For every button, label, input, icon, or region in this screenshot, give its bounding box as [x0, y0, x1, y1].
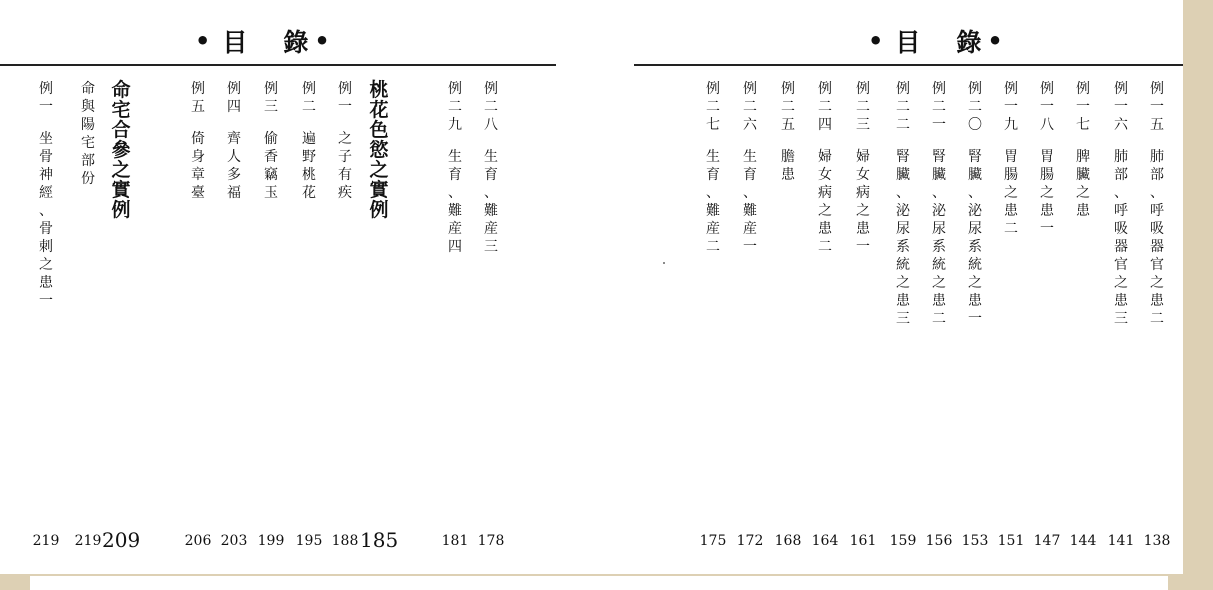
toc-entry-title-char: 育: [743, 167, 757, 183]
toc-entry-title-char: 育: [448, 167, 462, 183]
toc-entry-title-char: 患: [1004, 203, 1018, 219]
toc-entry: [35, 80, 57, 310]
toc-entry-title-char: 之: [1150, 275, 1164, 291]
toc-entry-label-char: 四: [227, 99, 241, 115]
toc-entry-title-char: 桃: [302, 167, 316, 183]
toc-entry-title-char: 患: [39, 275, 53, 291]
toc-entry-title-char: 育: [706, 167, 720, 183]
toc-entry-title-char: 呼: [1150, 203, 1164, 219]
toc-entry-title-char: 腸: [1004, 167, 1018, 183]
toc-entry: [964, 80, 986, 328]
heading-dot: •: [987, 27, 1003, 55]
toc-entry-title-char: 腎: [932, 149, 946, 165]
toc-entry-title-char: 系: [932, 239, 946, 255]
toc-entry: [480, 80, 502, 256]
toc-entry-title-char: 官: [1114, 257, 1128, 273]
toc-page-number: 199: [257, 533, 285, 549]
toc-entry-title-char: 竊: [264, 167, 278, 183]
toc-page-number: 206: [184, 533, 212, 549]
toc-entry-title-char: 遍: [302, 131, 316, 147]
toc-entry-title-char: 患: [818, 221, 832, 237]
toc-entry-title-char: 一: [39, 293, 53, 309]
heading-char-lu: 錄: [956, 28, 982, 57]
toc-entry-label-char: 二: [818, 99, 832, 115]
toc-entry-title-char: 患: [1076, 203, 1090, 219]
toc-page-number: 181: [441, 533, 469, 549]
toc-entry-title-char: 難: [743, 203, 757, 219]
toc-entry: [298, 80, 320, 202]
section-title-char: 參: [111, 139, 131, 161]
toc-page-number: 141: [1107, 533, 1135, 549]
toc-entry-title-char: 章: [191, 167, 205, 183]
toc-entry: [777, 80, 799, 184]
toc-entry-title-char: 生: [448, 149, 462, 165]
toc-entry-label-char: 例: [191, 81, 205, 97]
toc-entry-title-char: 難: [448, 203, 462, 219]
toc-entry: [260, 80, 282, 202]
toc-entry-label-char: 八: [484, 117, 498, 133]
toc-entry-title-char: 陽: [81, 117, 95, 133]
section-title-char: 慾: [369, 139, 389, 161]
toc-entry-title-char: 三: [1114, 311, 1128, 327]
toc-entry-title-char: 之: [818, 203, 832, 219]
toc-entry-title-char: 患: [968, 293, 982, 309]
toc-entry-label-char: 〇: [968, 117, 982, 133]
toc-entry: [928, 80, 950, 328]
toc-entry-title-char: 生: [706, 149, 720, 165]
section-title-char: 例: [111, 199, 131, 221]
toc-entry-label-char: 七: [1076, 117, 1090, 133]
section-title-char: 色: [369, 119, 389, 141]
toc-page-number: 219: [74, 533, 102, 549]
toc-entry-title-char: 統: [896, 257, 910, 273]
toc-entry-title-char: 生: [743, 149, 757, 165]
toc-entry-title-char: 二: [818, 239, 832, 255]
toc-entry-title-char: 多: [227, 167, 241, 183]
toc-entry-label-char: 四: [818, 117, 832, 133]
toc-entry-title-char: 骨: [39, 149, 53, 165]
toc-entry: [334, 80, 356, 202]
toc-entry-title-char: 之: [1076, 185, 1090, 201]
toc-page-number: 175: [699, 533, 727, 549]
toc-entry-title-char: 臺: [191, 185, 205, 201]
toc-entry-title-char: 之: [856, 203, 870, 219]
toc-entry-title-char: 一: [743, 239, 757, 255]
toc-entry-title-char: 之: [1004, 185, 1018, 201]
toc-entry-label-char: 例: [856, 81, 870, 97]
toc-page-number: 185: [360, 528, 399, 552]
toc-entry-title-char: 、: [484, 185, 498, 201]
toc-entry-title-char: 子: [338, 149, 352, 165]
toc-entry-label-char: 例: [781, 81, 795, 97]
toc-entry-title-char: 人: [227, 149, 241, 165]
toc-entry-title-char: 、: [743, 185, 757, 201]
toc-entry-label-char: 例: [1076, 81, 1090, 97]
toc-entry-title-char: 産: [484, 221, 498, 237]
toc-entry-label-char: 一: [1150, 99, 1164, 115]
toc-entry-title-char: 膽: [781, 149, 795, 165]
toc-entry-title-char: 泌: [968, 203, 982, 219]
toc-entry-title-char: 四: [448, 239, 462, 255]
toc-entry-title-char: 官: [1150, 257, 1164, 273]
heading-rule: [0, 64, 556, 66]
toc-entry-title-char: 齊: [227, 131, 241, 147]
toc-entry-title-char: 之: [338, 131, 352, 147]
toc-entry-title-char: 經: [39, 185, 53, 201]
heading-char-mu: 目: [222, 28, 248, 57]
toc-entry-label-char: 五: [781, 117, 795, 133]
toc-entry-title-char: 病: [818, 185, 832, 201]
toc-entry-label-char: 一: [1040, 99, 1054, 115]
toc-entry: [1072, 80, 1094, 220]
toc-entry-title-char: 一: [856, 239, 870, 255]
toc-entry: [739, 80, 761, 256]
section-title-char: 宅: [111, 99, 131, 121]
toc-entry-title-char: 與: [81, 99, 95, 115]
toc-entry: [223, 80, 245, 202]
toc-entry-label-char: 例: [448, 81, 462, 97]
toc-page-number: 178: [477, 533, 505, 549]
toc-entry-label-char: 例: [706, 81, 720, 97]
toc-entry-label-char: 九: [1004, 117, 1018, 133]
toc-entry-label-char: 例: [818, 81, 832, 97]
toc-page-number: 195: [295, 533, 323, 549]
toc-entry-label-char: 二: [484, 99, 498, 115]
toc-entry-label-char: 例: [302, 81, 316, 97]
toc-entry-title-char: 患: [1114, 293, 1128, 309]
print-speck: [663, 262, 665, 264]
toc-entry-label-char: 一: [1114, 99, 1128, 115]
toc-entry-title-char: 患: [856, 221, 870, 237]
toc-entry-title-char: 尿: [968, 221, 982, 237]
toc-entry-title-char: 尿: [932, 221, 946, 237]
toc-entry-title-char: 婦: [818, 149, 832, 165]
toc-page-number: 151: [997, 533, 1025, 549]
toc-page-number: 161: [849, 533, 877, 549]
heading-dot: •: [868, 27, 884, 55]
toc-entry-label-char: 一: [932, 117, 946, 133]
toc-entry-label-char: 二: [896, 117, 910, 133]
toc-entry-title-char: 吸: [1114, 221, 1128, 237]
toc-entry-title-char: 系: [968, 239, 982, 255]
toc-entry-title-char: 産: [448, 221, 462, 237]
toc-entry: [702, 80, 724, 256]
toc-entry-title-char: 二: [1150, 311, 1164, 327]
toc-page-number: 209: [102, 528, 141, 552]
toc-entry-title-char: 、: [448, 185, 462, 201]
toc-entry-title-char: 脾: [1076, 149, 1090, 165]
toc-entry: [77, 80, 99, 188]
heading-dot: •: [195, 27, 211, 55]
toc-entry-title-char: 患: [781, 167, 795, 183]
toc-entry-title-char: 骨: [39, 221, 53, 237]
toc-entry-title-char: 三: [484, 239, 498, 255]
toc-entry-label-char: 三: [264, 99, 278, 115]
toc-entry-title-char: 花: [302, 185, 316, 201]
toc-entry-label-char: 二: [743, 99, 757, 115]
toc-entry-label-char: 二: [302, 99, 316, 115]
section-title-char: 花: [369, 99, 389, 121]
toc-entry-title-char: 一: [968, 311, 982, 327]
toc-entry-label-char: 八: [1040, 117, 1054, 133]
toc-entry-label-char: 一: [1004, 99, 1018, 115]
toc-entry-label-char: 六: [1114, 117, 1128, 133]
toc-page-number: 144: [1069, 533, 1097, 549]
toc-entry-title-char: 泌: [932, 203, 946, 219]
toc-entry-label-char: 例: [1004, 81, 1018, 97]
toc-entry-title-char: 、: [1114, 185, 1128, 201]
section-title-char: 之: [369, 159, 389, 181]
section-title-char: 桃: [369, 79, 389, 101]
toc-entry: [1000, 80, 1022, 238]
toc-entry-title-char: 患: [1150, 293, 1164, 309]
toc-entry-title-char: 統: [968, 257, 982, 273]
page-heading-left: [195, 24, 330, 58]
toc-entry-label-char: 二: [932, 99, 946, 115]
toc-entry-title-char: 二: [932, 311, 946, 327]
toc-section-heading: [110, 80, 132, 220]
heading-char-lu: 錄: [283, 28, 309, 57]
toc-entry-title-char: 女: [856, 167, 870, 183]
toc-entry: [1110, 80, 1132, 328]
toc-section-heading: [368, 80, 390, 220]
toc-entry-title-char: 器: [1114, 239, 1128, 255]
toc-page-number: 168: [774, 533, 802, 549]
toc-entry-label-char: 二: [856, 99, 870, 115]
toc-entry-title-char: 患: [1040, 203, 1054, 219]
toc-entry-title-char: 一: [1040, 221, 1054, 237]
toc-entry-title-char: 臟: [932, 167, 946, 183]
toc-entry-label-char: 五: [1150, 117, 1164, 133]
toc-entry-title-char: 腸: [1040, 167, 1054, 183]
toc-entry: [444, 80, 466, 256]
toc-entry-title-char: 女: [818, 167, 832, 183]
toc-entry-title-char: 部: [1114, 167, 1128, 183]
toc-entry-title-char: 臟: [968, 167, 982, 183]
toc-entry-title-char: 命: [81, 81, 95, 97]
toc-entry-title-char: 部: [1150, 167, 1164, 183]
toc-entry-label-char: 一: [1076, 99, 1090, 115]
toc-entry-title-char: 坐: [39, 131, 53, 147]
toc-entry-title-char: 、: [968, 185, 982, 201]
toc-entry-title-char: 患: [896, 293, 910, 309]
toc-entry-label-char: 例: [39, 81, 53, 97]
toc-entry-title-char: 之: [39, 257, 53, 273]
toc-entry-title-char: 福: [227, 185, 241, 201]
toc-entry-title-char: 統: [932, 257, 946, 273]
toc-entry-title-char: 、: [706, 185, 720, 201]
toc-entry-title-char: 之: [896, 275, 910, 291]
right-page: [600, 0, 1183, 574]
toc-entry-title-char: 生: [484, 149, 498, 165]
left-page: [0, 0, 600, 574]
toc-entry-label-char: 七: [706, 117, 720, 133]
toc-entry-label-char: 例: [1150, 81, 1164, 97]
toc-entry-title-char: 難: [706, 203, 720, 219]
toc-entry-title-char: 倚: [191, 131, 205, 147]
toc-page-number: 188: [331, 533, 359, 549]
toc-entry-title-char: 份: [81, 171, 95, 187]
toc-entry-label-char: 例: [968, 81, 982, 97]
toc-entry-title-char: 二: [1004, 221, 1018, 237]
toc-entry-title-char: 二: [706, 239, 720, 255]
page-heading-right: [868, 24, 1003, 58]
toc-entry-title-char: 刺: [39, 239, 53, 255]
toc-entry-title-char: 吸: [1150, 221, 1164, 237]
toc-entry-title-char: 臟: [896, 167, 910, 183]
toc-entry-title-char: 偷: [264, 131, 278, 147]
toc-entry-title-char: 香: [264, 149, 278, 165]
toc-entry-title-char: 、: [39, 203, 53, 219]
toc-entry-title-char: 之: [968, 275, 982, 291]
toc-entry-title-char: 肺: [1150, 149, 1164, 165]
section-title-char: 之: [111, 159, 131, 181]
toc-entry-title-char: 難: [484, 203, 498, 219]
toc-entry-label-char: 五: [191, 99, 205, 115]
toc-entry-title-char: 玉: [264, 185, 278, 201]
toc-entry-label-char: 例: [227, 81, 241, 97]
toc-entry-title-char: 呼: [1114, 203, 1128, 219]
toc-entry-title-char: 系: [896, 239, 910, 255]
toc-page-number: 203: [220, 533, 248, 549]
toc-entry: [187, 80, 209, 202]
toc-page-number: 147: [1033, 533, 1061, 549]
toc-entry-label-char: 例: [264, 81, 278, 97]
heading-char-mu: 目: [895, 28, 921, 57]
toc-entry: [814, 80, 836, 256]
toc-entry-title-char: 部: [81, 153, 95, 169]
toc-entry-label-char: 一: [39, 99, 53, 115]
toc-entry-label-char: 二: [706, 99, 720, 115]
toc-entry-label-char: 二: [968, 99, 982, 115]
heading-dot: •: [314, 27, 330, 55]
toc-entry-label-char: 二: [448, 99, 462, 115]
toc-entry-title-char: 疾: [338, 185, 352, 201]
toc-entry-title-char: 之: [1114, 275, 1128, 291]
toc-entry-title-char: 育: [484, 167, 498, 183]
toc-entry-title-char: 之: [932, 275, 946, 291]
toc-page-number: 138: [1143, 533, 1171, 549]
toc-entry-title-char: 神: [39, 167, 53, 183]
facing-page-edge: [30, 576, 1168, 590]
toc-entry-title-char: 、: [1150, 185, 1164, 201]
toc-entry-title-char: 患: [932, 293, 946, 309]
toc-entry-label-char: 例: [743, 81, 757, 97]
toc-entry-label-char: 例: [932, 81, 946, 97]
toc-page-number: 164: [811, 533, 839, 549]
toc-entry: [852, 80, 874, 256]
toc-entry-title-char: 、: [932, 185, 946, 201]
toc-entry-title-char: 身: [191, 149, 205, 165]
toc-entry-label-char: 九: [448, 117, 462, 133]
toc-page-number: 153: [961, 533, 989, 549]
section-title-char: 命: [111, 79, 131, 101]
toc-entry-title-char: 臟: [1076, 167, 1090, 183]
toc-entry-title-char: 産: [743, 221, 757, 237]
toc-entry-label-char: 一: [338, 99, 352, 115]
toc-page-number: 156: [925, 533, 953, 549]
section-title-char: 合: [111, 119, 131, 141]
toc-entry-title-char: 、: [896, 185, 910, 201]
toc-entry: [1146, 80, 1168, 328]
toc-entry-title-char: 尿: [896, 221, 910, 237]
toc-entry-label-char: 二: [896, 99, 910, 115]
toc-entry-title-char: 三: [896, 311, 910, 327]
toc-entry-title-char: 腎: [896, 149, 910, 165]
toc-page-number: 219: [32, 533, 60, 549]
toc-entry-title-char: 之: [1040, 185, 1054, 201]
toc-entry-title-char: 有: [338, 167, 352, 183]
toc-entry-label-char: 六: [743, 117, 757, 133]
toc-entry-label-char: 例: [896, 81, 910, 97]
toc-entry-title-char: 病: [856, 185, 870, 201]
toc-page-number: 159: [889, 533, 917, 549]
section-title-char: 實: [369, 179, 389, 201]
toc-entry-title-char: 腎: [968, 149, 982, 165]
toc-entry-title-char: 婦: [856, 149, 870, 165]
toc-entry-label-char: 例: [1114, 81, 1128, 97]
toc-entry-title-char: 器: [1150, 239, 1164, 255]
toc-page-number: 172: [736, 533, 764, 549]
toc-entry: [892, 80, 914, 328]
toc-entry-title-char: 肺: [1114, 149, 1128, 165]
section-title-char: 例: [369, 199, 389, 221]
toc-entry-title-char: 泌: [896, 203, 910, 219]
toc-entry-label-char: 三: [856, 117, 870, 133]
toc-entry-title-char: 産: [706, 221, 720, 237]
toc-entry: [1036, 80, 1058, 238]
toc-entry-title-char: 胃: [1004, 149, 1018, 165]
section-title-char: 實: [111, 179, 131, 201]
toc-entry-title-char: 野: [302, 149, 316, 165]
toc-entry-label-char: 例: [338, 81, 352, 97]
toc-entry-title-char: 宅: [81, 135, 95, 151]
toc-entry-label-char: 二: [781, 99, 795, 115]
toc-entry-label-char: 例: [484, 81, 498, 97]
heading-rule: [634, 64, 1183, 66]
toc-entry-label-char: 例: [1040, 81, 1054, 97]
toc-entry-title-char: 胃: [1040, 149, 1054, 165]
